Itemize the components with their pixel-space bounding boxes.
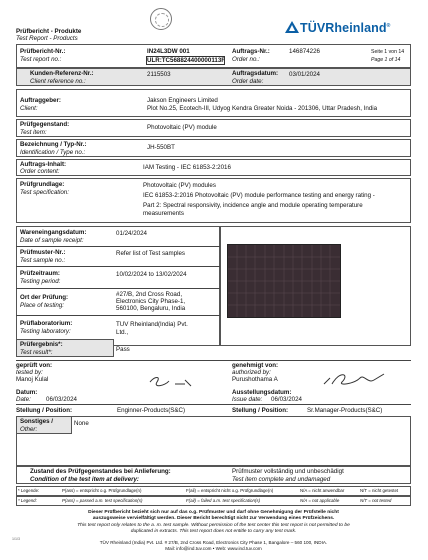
order-no-value: 146874226 (289, 48, 320, 55)
test-item-label-en: Test item: (20, 129, 47, 136)
place-line3: 560100, Bengaluru, India (116, 305, 186, 312)
report-no-label: Prüfbericht-Nr.: (20, 48, 66, 55)
legend-label-de: * Legende: (18, 488, 40, 493)
order-no-label-en: Order no.: (232, 56, 260, 63)
tested-position-value: Enginner-Products(S&C) (117, 407, 186, 414)
test-spec-line1: Photovoltaic (PV) modules (143, 182, 216, 189)
approved-label: genehmigt von: (232, 362, 279, 369)
legend-fail-en: F(ail) = failed a.m. test specification(s) (186, 498, 261, 503)
tested-date-label: Datum: (16, 389, 38, 396)
disclaimer-en-1: This test report only relates to the a. m. test sample. Without permission of the test center this test report is not permitted to be (77, 523, 350, 528)
approved-position-label: Stellung / Position: (232, 407, 289, 414)
pv-module-photo (227, 244, 341, 318)
tested-label-en: tested by: (16, 369, 43, 376)
place-line1: #27/B, 2nd Cross Road, (116, 291, 183, 298)
identification-label: Bezeichnung / Typ-Nr.: (20, 141, 87, 148)
disclaimer-de-2: auszugsweise vervielfältigt werden. Dieser Bericht berechtigt nicht zur Verwendung eines Prüfzeichens. (92, 516, 335, 521)
legend-nt-en: N/T = not tested (360, 498, 392, 503)
issue-date-label: Ausstellungsdatum: (232, 389, 292, 396)
client-ref-label-en: Client reference no.: (30, 78, 86, 85)
legend-nt-de: N/T = nicht getestet (360, 488, 399, 493)
page-label-en: Page 1 of 14 (371, 57, 401, 63)
approved-name: Purushothama A (232, 376, 278, 383)
legend-fail-de: F(ail) = entspricht nicht o.g. Prüfgrundlage(n) (186, 488, 274, 493)
order-content-label-en: Order content: (20, 168, 60, 175)
test-spec-label: Prüfgrundlage: (20, 181, 65, 188)
order-content-value: IAM Testing - IEC 61853-2:2016 (143, 164, 231, 171)
disclaimer-en-2: duplicated in extracts. This test report does not entitle to carry any test mark. (130, 529, 297, 534)
footer-contact: Mail: info@ind.tuv.com • Web: www.ind.tuv.com (165, 546, 262, 551)
test-spec-line4: measurements (143, 210, 184, 217)
report-title: Prüfbericht - Produkte (16, 28, 82, 35)
receipt-value: 01/24/2024 (116, 230, 147, 237)
condition-value-en: Test item complete and undamaged (232, 476, 331, 483)
tested-label: geprüft von: (16, 362, 53, 369)
other-label-en: Other: (20, 426, 38, 433)
period-label-en: Testing period: (20, 278, 61, 285)
lab-line2: Ltd., (116, 329, 129, 336)
order-content-label: Auftrags-Inhalt: (20, 161, 67, 168)
test-spec-line3: Part 2: Spectral responsivity, incidence angle and module operating temperature (143, 202, 363, 209)
test-item-value: Photovoltaic (PV) module (147, 124, 217, 131)
approved-position-value: Sr.Manager-Products(S&C) (307, 407, 383, 414)
identification-label-en: Identification / Type no.: (20, 149, 86, 156)
place-line2: Electronics City Phase-1, (116, 298, 186, 305)
client-ref-value: 2115503 (147, 71, 171, 78)
result-value: Pass (116, 346, 130, 353)
other-value: None (74, 420, 89, 427)
legend-label-en: * Legend: (18, 498, 37, 503)
approver-signature (320, 368, 392, 392)
condition-label: Zustand des Prüfgegenstandes bei Anlieferung: (30, 468, 171, 475)
tuv-rheinland-logo: TÜVRheinland® (300, 21, 391, 35)
tuv-triangle-icon (285, 21, 299, 33)
client-label: Auftraggeber: (20, 97, 61, 104)
legend-na-en: N/A = not applicable (300, 498, 340, 503)
test-spec-line2: IEC 61853-2:2016 Photovoltaic (PV) module performance testing and energy rating - (143, 192, 375, 199)
result-label-en: Test result*: (20, 349, 53, 356)
client-address: Plot No.25, Ecotech-III, Udyog Kendra Greater Noida - 201306, Uttar Pradesh, India (147, 105, 378, 112)
issue-date-label-en: Issue date: (232, 396, 263, 403)
lab-label: Prüflaboratorium: (20, 320, 73, 327)
test-item-label: Prüfgegenstand: (20, 121, 70, 128)
period-label: Prüfzeitraum: (20, 270, 60, 277)
client-name: Jakson Engineers Limited (147, 97, 218, 104)
tested-position-label: Stellung / Position: (16, 407, 73, 414)
result-label: Prüfergebnis*: (20, 341, 63, 348)
period-value: 10/02/2024 to 13/02/2024 (116, 271, 187, 278)
order-date-value: 03/01/2024 (289, 71, 320, 78)
lab-label-en: Testing laboratory: (20, 328, 71, 335)
report-no-value: IN24L3DW 001 (147, 48, 190, 55)
identification-value: JH-550BT (147, 144, 175, 151)
condition-value: Prüfmuster vollständig und unbeschädigt (232, 468, 344, 475)
page-label: Seite 1 von 14 (371, 49, 405, 55)
client-label-en: Client: (20, 105, 38, 112)
legend-pass-en: P(ass) = passed a.m. test specification(s) (62, 498, 143, 503)
disclaimer-de-1: Dieser Prüfbericht bezieht sich nur auf das o.g. Prüfmuster und darf ohne Genehmigung der Prüfstelle nicht (88, 510, 339, 515)
ulr-value: ULR:TC568824400000113F (147, 57, 226, 64)
sample-label-en: Test sample no.: (20, 257, 66, 264)
other-label: Sonstiges / (20, 418, 54, 425)
lab-line1: TUV Rheinland(India) Pvt. (116, 321, 188, 328)
report-no-label-en: Test report no.: (20, 56, 62, 63)
order-no-label: Auftrags-Nr.: (232, 48, 270, 55)
certification-seal-icon (150, 8, 172, 30)
order-date-label: Auftragsdatum: (232, 70, 279, 77)
client-ref-label: Kunden-Referenz-Nr.: (30, 70, 94, 77)
tested-date-label-en: Date: (16, 396, 31, 403)
ulr-box (146, 56, 225, 65)
tested-name: Manoj Kulal (16, 376, 49, 383)
place-label: Ort der Prüfung: (20, 294, 69, 301)
legend-pass-de: P(ass) = entspricht o.g. Prüfgrundlage(n) (62, 488, 142, 493)
receipt-label-en: Date of sample receipt: (20, 237, 84, 244)
test-spec-label-en: Test specification: (20, 189, 69, 196)
issue-date-value: 06/03/2024 (271, 396, 302, 403)
approved-label-en: authorized by: (232, 369, 271, 376)
report-title-en: Test Report - Products (16, 35, 78, 42)
footer-address: TÜV Rheinland (India) Pvt. Ltd. # 27/B, 2nd Cross Road, Electronics City Phase 1, Bangalore – 560 100, INDIA. (99, 540, 328, 545)
side-code: 1/1/3 (12, 537, 20, 541)
tester-signature (145, 372, 205, 392)
condition-label-en: Condition of the test item at delivery: (30, 476, 139, 483)
sample-label: Prüfmuster-Nr.: (20, 249, 66, 256)
order-date-label-en: Order date: (232, 78, 264, 85)
tested-date-value: 06/03/2024 (46, 396, 77, 403)
sample-value: Refer list of Test samples (116, 250, 186, 257)
receipt-label: Wareneingangsdatum: (20, 229, 87, 236)
place-label-en: Place of testing: (20, 302, 65, 309)
legend-na-de: N/A = nicht anwendbar (300, 488, 345, 493)
